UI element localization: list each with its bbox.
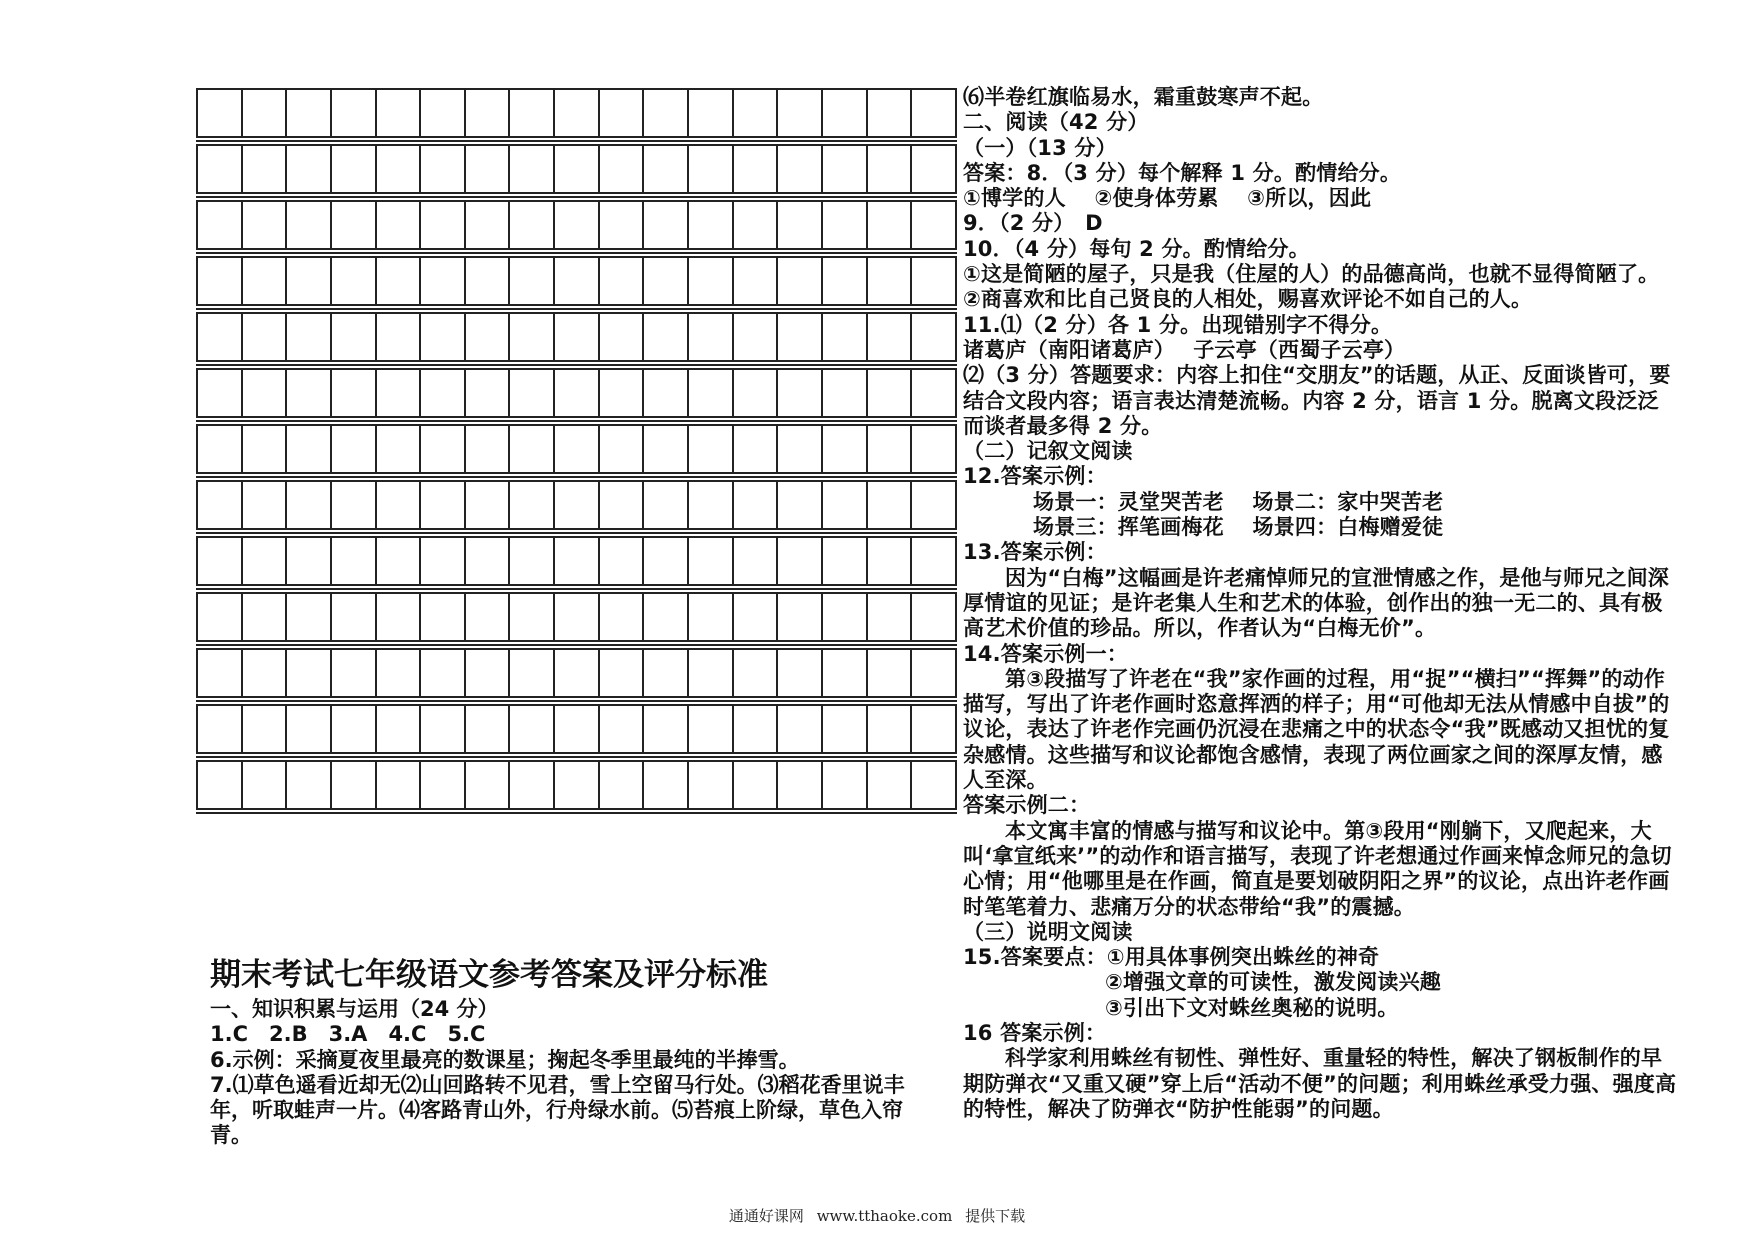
- grid-cell: [553, 370, 598, 416]
- grid-cell: [642, 426, 687, 472]
- grid-cell: [732, 90, 777, 136]
- grid-cell: [464, 594, 509, 640]
- answer-line: 6.示例：采摘夏夜里最亮的数课星；掬起冬季里最纯的半捧雪。: [210, 1047, 800, 1072]
- grid-row: [196, 480, 957, 530]
- grid-cell: [553, 314, 598, 360]
- grid-cell: [776, 202, 821, 248]
- grid-cell: [419, 426, 464, 472]
- grid-cell: [419, 650, 464, 696]
- footer-site-name: 通通好课网: [728, 1207, 804, 1225]
- grid-cell: [732, 258, 777, 304]
- grid-cell: [285, 594, 330, 640]
- grid-cell: [821, 762, 866, 808]
- grid-cell: [687, 90, 732, 136]
- grid-cell: [375, 706, 420, 752]
- grid-cell: [508, 426, 553, 472]
- grid-cell: [776, 538, 821, 584]
- answer-paragraph: 16 答案示例：: [963, 1020, 1107, 1045]
- grid-cell: [196, 426, 241, 472]
- grid-cell: [285, 482, 330, 528]
- grid-cell: [598, 202, 643, 248]
- grid-cell: [821, 370, 866, 416]
- grid-cell: [910, 594, 957, 640]
- grid-cell: [642, 90, 687, 136]
- grid-cell: [866, 538, 911, 584]
- grid-cell: [285, 762, 330, 808]
- grid-cell: [910, 706, 957, 752]
- grid-cell: [508, 258, 553, 304]
- grid-cell: [910, 650, 957, 696]
- grid-cell: [464, 762, 509, 808]
- grid-cell: [464, 90, 509, 136]
- grid-cell: [642, 370, 687, 416]
- grid-cell: [464, 482, 509, 528]
- grid-cell: [375, 426, 420, 472]
- answer-paragraph: 科学家利用蛛丝有韧性、弹性好、重量轻的特性，解决了钢板制作的早期防弹衣“又重又硬”穿上后“活动不便”的问题；利用蛛丝承受力强、强度高的特性，解决了防弹衣“防护性能弱”的问题。: [963, 1046, 1677, 1121]
- answer-paragraph: 诸葛庐（南阳诸葛庐） 子云亭（西蜀子云亭）: [963, 337, 1406, 362]
- grid-row: [196, 760, 957, 810]
- grid-cell: [732, 202, 777, 248]
- grid-cell: [776, 370, 821, 416]
- grid-cell: [598, 90, 643, 136]
- grid-cell: [821, 706, 866, 752]
- grid-cell: [196, 482, 241, 528]
- grid-cell: [196, 538, 241, 584]
- grid-cell: [241, 426, 286, 472]
- grid-cell: [732, 594, 777, 640]
- grid-cell: [553, 762, 598, 808]
- grid-row: [196, 144, 957, 194]
- grid-cell: [464, 146, 509, 192]
- answer-paragraph: 12.答案示例：: [963, 464, 1107, 489]
- grid-cell: [866, 90, 911, 136]
- grid-cell: [375, 762, 420, 808]
- grid-cell: [910, 146, 957, 192]
- grid-row: [196, 592, 957, 642]
- grid-cell: [821, 650, 866, 696]
- grid-cell: [508, 650, 553, 696]
- grid-cell: [910, 370, 957, 416]
- answer-paragraph: ②商喜欢和比自己贤良的人相处，赐喜欢评论不如自己的人。: [963, 287, 1533, 312]
- answer-paragraph: ①博学的人 ②使身体劳累 ③所以，因此: [963, 186, 1372, 211]
- grid-cell: [598, 314, 643, 360]
- grid-cell: [687, 538, 732, 584]
- grid-cell: [419, 370, 464, 416]
- grid-cell: [241, 370, 286, 416]
- grid-cell: [196, 146, 241, 192]
- grid-cell: [910, 202, 957, 248]
- grid-cell: [419, 146, 464, 192]
- grid-cell: [464, 370, 509, 416]
- grid-cell: [508, 706, 553, 752]
- grid-cell: [776, 650, 821, 696]
- grid-row: [196, 200, 957, 250]
- grid-cell: [866, 426, 911, 472]
- grid-cell: [241, 314, 286, 360]
- grid-cell: [732, 762, 777, 808]
- grid-row: [196, 312, 957, 362]
- answer-paragraph: 13.答案示例：: [963, 540, 1107, 565]
- grid-cell: [330, 482, 375, 528]
- grid-cell: [375, 258, 420, 304]
- grid-cell: [375, 482, 420, 528]
- grid-cell: [642, 706, 687, 752]
- grid-cell: [196, 650, 241, 696]
- grid-cell: [598, 146, 643, 192]
- grid-cell: [375, 650, 420, 696]
- grid-cell: [375, 202, 420, 248]
- grid-cell: [196, 202, 241, 248]
- answer-paragraph: 场景一：灵堂哭苦老 场景二：家中哭苦老: [1033, 489, 1444, 514]
- grid-cell: [598, 706, 643, 752]
- grid-cell: [732, 370, 777, 416]
- answer-paragraph: ⑵（3 分）答题要求：内容上扣住“交朋友”的话题，从正、反面谈皆可，要结合文段内容；语言表达清楚流畅。内容 2 分，语言 1 分。脱离文段泛泛而谈者最多得 2 分。: [963, 363, 1671, 438]
- grid-cell: [598, 594, 643, 640]
- grid-cell: [642, 146, 687, 192]
- grid-cell: [732, 314, 777, 360]
- grid-cell: [910, 258, 957, 304]
- grid-row: [196, 648, 957, 698]
- grid-cell: [642, 762, 687, 808]
- grid-cell: [419, 314, 464, 360]
- grid-cell: [642, 594, 687, 640]
- answer-paragraph: ①这是简陋的屋子，只是我（住屋的人）的品德高尚，也就不显得简陋了。: [963, 262, 1660, 287]
- grid-cell: [821, 594, 866, 640]
- grid-cell: [732, 146, 777, 192]
- grid-cell: [776, 706, 821, 752]
- grid-cell: [419, 202, 464, 248]
- grid-cell: [241, 706, 286, 752]
- grid-cell: [330, 258, 375, 304]
- grid-cell: [330, 370, 375, 416]
- grid-cell: [196, 90, 241, 136]
- grid-row: [196, 88, 957, 138]
- grid-cell: [732, 650, 777, 696]
- grid-cell: [464, 314, 509, 360]
- answer-line: 一、知识积累与运用（24 分）: [210, 997, 499, 1021]
- grid-cell: [285, 202, 330, 248]
- grid-cell: [375, 314, 420, 360]
- answer-paragraph: ③引出下文对蛛丝奥秘的说明。: [1105, 995, 1399, 1020]
- grid-cell: [642, 482, 687, 528]
- grid-cell: [866, 202, 911, 248]
- grid-cell: [866, 650, 911, 696]
- grid-cell: [330, 762, 375, 808]
- footer-url: www.tthaoke.com: [816, 1207, 953, 1225]
- grid-cell: [776, 482, 821, 528]
- grid-cell: [464, 426, 509, 472]
- footer-note: 提供下载: [965, 1207, 1026, 1225]
- grid-cell: [687, 426, 732, 472]
- grid-row: [196, 368, 957, 418]
- grid-cell: [821, 90, 866, 136]
- grid-cell: [687, 482, 732, 528]
- grid-cell: [866, 146, 911, 192]
- answer-paragraph: （一）（13 分）: [963, 135, 1117, 160]
- grid-cell: [419, 706, 464, 752]
- grid-cell: [687, 594, 732, 640]
- grid-cell: [508, 202, 553, 248]
- answer-paragraph: 因为“白梅”这幅画是许老痛悼师兄的宣泄情感之作，是他与师兄之间深厚情谊的见证；是许老集人生和艺术的体验，创作出的独一无二的、具有极高艺术价值的珍品。所以，作者认为“白梅无价”。: [963, 565, 1670, 641]
- answer-paragraph: 10．（4 分）每句 2 分。酌情给分。: [963, 236, 1310, 261]
- grid-cell: [687, 258, 732, 304]
- grid-cell: [285, 146, 330, 192]
- grid-cell: [285, 370, 330, 416]
- grid-cell: [553, 426, 598, 472]
- grid-cell: [330, 90, 375, 136]
- grid-cell: [553, 650, 598, 696]
- grid-cell: [241, 762, 286, 808]
- grid-cell: [330, 202, 375, 248]
- grid-cell: [642, 258, 687, 304]
- grid-cell: [687, 370, 732, 416]
- grid-cell: [285, 258, 330, 304]
- answer-paragraph: 15.答案要点：①用具体事例突出蛛丝的神奇: [963, 945, 1380, 970]
- writing-grid: [196, 88, 957, 816]
- grid-cell: [464, 650, 509, 696]
- answer-line: 7.⑴草色遥看近却无⑵山回路转不见君，雪上空留马行处。⑶稻花香里说丰年，听取蛙声一片。⑷客路青山外，行舟绿水前。⑸苔痕上阶绿，草色入帘青。: [210, 1072, 905, 1148]
- grid-cell: [732, 426, 777, 472]
- answer-paragraph: ⑹半卷红旗临易水，霜重鼓寒声不起。: [963, 85, 1324, 109]
- grid-cell: [776, 594, 821, 640]
- grid-row: [196, 704, 957, 754]
- grid-cell: [241, 146, 286, 192]
- grid-cell: [821, 482, 866, 528]
- grid-cell: [464, 258, 509, 304]
- grid-cell: [241, 258, 286, 304]
- answer-paragraph: （三）说明文阅读: [963, 919, 1133, 944]
- answer-paragraph: 第③段描写了许老在“我”家作画的过程，用“捉”“横扫”“挥舞”的动作描写，写出了许老作画时恣意挥洒的样子；用“可他却无法从情感中自拔”的议论，表达了许老作完画仍沉浸在悲痛之中的状态令“我”既感动又担忧的复杂感情。这些描写和议论都饱含感情，表现了两位画家之间的深厚友情，感人至深。: [963, 666, 1670, 793]
- grid-cell: [508, 538, 553, 584]
- answer-paragraph: 二、阅读（42 分）: [963, 110, 1149, 135]
- grid-cell: [776, 258, 821, 304]
- grid-cell: [196, 594, 241, 640]
- grid-cell: [687, 202, 732, 248]
- grid-cell: [687, 706, 732, 752]
- grid-cell: [687, 762, 732, 808]
- grid-cell: [508, 90, 553, 136]
- answer-column-right: [963, 85, 1678, 1122]
- grid-cell: [598, 762, 643, 808]
- grid-cell: [330, 594, 375, 640]
- grid-cell: [375, 146, 420, 192]
- answer-block-left: [210, 955, 930, 1149]
- grid-cell: [285, 706, 330, 752]
- grid-cell: [553, 482, 598, 528]
- answer-paragraph: 本文寓丰富的情感与描写和议论中。第③段用“刚躺下，又爬起来，大叫‘拿宣纸来’”的动作和语言描写，表现了许老想通过作画来悼念师兄的急切心情；用“他哪里是在作画，简直是要划破阴阳之界”的议论，点出许老作画时笔笔着力、悲痛万分的状态带给“我”的震撼。: [963, 818, 1672, 919]
- answer-paragraph: ②增强文章的可读性，激发阅读兴趣: [1105, 970, 1441, 995]
- grid-cell: [419, 482, 464, 528]
- grid-cell: [866, 762, 911, 808]
- grid-cell: [196, 706, 241, 752]
- answer-line: 1.C 2.B 3.A 4.C 5.C: [210, 1022, 486, 1047]
- grid-cell: [508, 762, 553, 808]
- grid-cell: [508, 594, 553, 640]
- grid-cell: [241, 482, 286, 528]
- answer-paragraph: 14.答案示例一：: [963, 641, 1129, 666]
- grid-cell: [687, 146, 732, 192]
- grid-cell: [821, 314, 866, 360]
- grid-row: [196, 424, 957, 474]
- grid-cell: [330, 426, 375, 472]
- grid-cell: [285, 650, 330, 696]
- grid-cell: [866, 370, 911, 416]
- grid-cell: [910, 762, 957, 808]
- grid-cell: [419, 90, 464, 136]
- grid-cell: [598, 650, 643, 696]
- grid-cell: [866, 594, 911, 640]
- grid-cell: [598, 426, 643, 472]
- grid-cell: [464, 538, 509, 584]
- grid-cell: [642, 314, 687, 360]
- grid-cell: [821, 202, 866, 248]
- grid-cell: [642, 650, 687, 696]
- grid-cell: [330, 650, 375, 696]
- grid-cell: [553, 538, 598, 584]
- grid-cell: [508, 482, 553, 528]
- grid-cell: [508, 146, 553, 192]
- grid-cell: [687, 650, 732, 696]
- grid-cell: [553, 258, 598, 304]
- answer-paragraph: 11.⑴（2 分）各 1 分。出现错别字不得分。: [963, 312, 1393, 337]
- grid-cell: [330, 146, 375, 192]
- grid-cell: [241, 90, 286, 136]
- grid-cell: [866, 482, 911, 528]
- grid-cell: [285, 538, 330, 584]
- grid-cell: [375, 594, 420, 640]
- grid-cell: [241, 650, 286, 696]
- grid-cell: [642, 202, 687, 248]
- grid-cell: [330, 706, 375, 752]
- answer-paragraph: 答案示例二：: [963, 793, 1091, 818]
- grid-cell: [732, 482, 777, 528]
- grid-cell: [642, 538, 687, 584]
- grid-cell: [732, 538, 777, 584]
- grid-row: [196, 536, 957, 586]
- grid-cell: [687, 314, 732, 360]
- grid-cell: [419, 762, 464, 808]
- grid-cell: [910, 426, 957, 472]
- grid-cell: [241, 202, 286, 248]
- grid-cell: [598, 482, 643, 528]
- grid-cell: [419, 594, 464, 640]
- grid-cell: [419, 258, 464, 304]
- grid-cell: [821, 538, 866, 584]
- answer-paragraph: 场景三：挥笔画梅花 场景四：白梅赠爱徒: [1033, 515, 1444, 540]
- grid-cell: [196, 370, 241, 416]
- grid-cell: [464, 202, 509, 248]
- grid-cell: [330, 538, 375, 584]
- grid-cell: [419, 538, 464, 584]
- grid-cell: [776, 90, 821, 136]
- grid-cell: [821, 146, 866, 192]
- grid-cell: [330, 314, 375, 360]
- grid-cell: [553, 146, 598, 192]
- grid-cell: [241, 594, 286, 640]
- grid-cell: [776, 426, 821, 472]
- grid-cell: [910, 90, 957, 136]
- grid-cell: [732, 706, 777, 752]
- grid-cell: [866, 706, 911, 752]
- grid-cell: [241, 538, 286, 584]
- grid-cell: [375, 538, 420, 584]
- grid-cell: [598, 538, 643, 584]
- grid-cell: [285, 90, 330, 136]
- document-title: 期末考试七年级语文参考答案及评分标准: [210, 957, 768, 993]
- grid-cell: [508, 370, 553, 416]
- grid-cell: [553, 594, 598, 640]
- grid-cell: [598, 258, 643, 304]
- grid-cell: [776, 762, 821, 808]
- grid-cell: [285, 426, 330, 472]
- answer-paragraph: 9．（2 分） D: [963, 211, 1103, 236]
- grid-cell: [910, 482, 957, 528]
- grid-cell: [821, 258, 866, 304]
- grid-cell: [553, 706, 598, 752]
- grid-row: [196, 256, 957, 306]
- grid-cell: [866, 258, 911, 304]
- grid-cell: [285, 314, 330, 360]
- grid-cell: [553, 90, 598, 136]
- grid-cell: [375, 90, 420, 136]
- grid-cell: [464, 706, 509, 752]
- grid-cell: [821, 426, 866, 472]
- page-footer: [0, 1205, 1754, 1226]
- grid-cell: [776, 146, 821, 192]
- grid-cell: [375, 370, 420, 416]
- grid-cell: [196, 258, 241, 304]
- grid-cell: [910, 314, 957, 360]
- grid-cell: [910, 538, 957, 584]
- grid-cell: [598, 370, 643, 416]
- grid-cell: [866, 314, 911, 360]
- grid-cell: [196, 762, 241, 808]
- grid-cell: [553, 202, 598, 248]
- grid-cell: [776, 314, 821, 360]
- grid-cell: [196, 314, 241, 360]
- answer-paragraph: 答案：8．（3 分）每个解释 1 分。酌情给分。: [963, 160, 1402, 185]
- grid-cell: [508, 314, 553, 360]
- answer-paragraph: （二）记叙文阅读: [963, 439, 1133, 464]
